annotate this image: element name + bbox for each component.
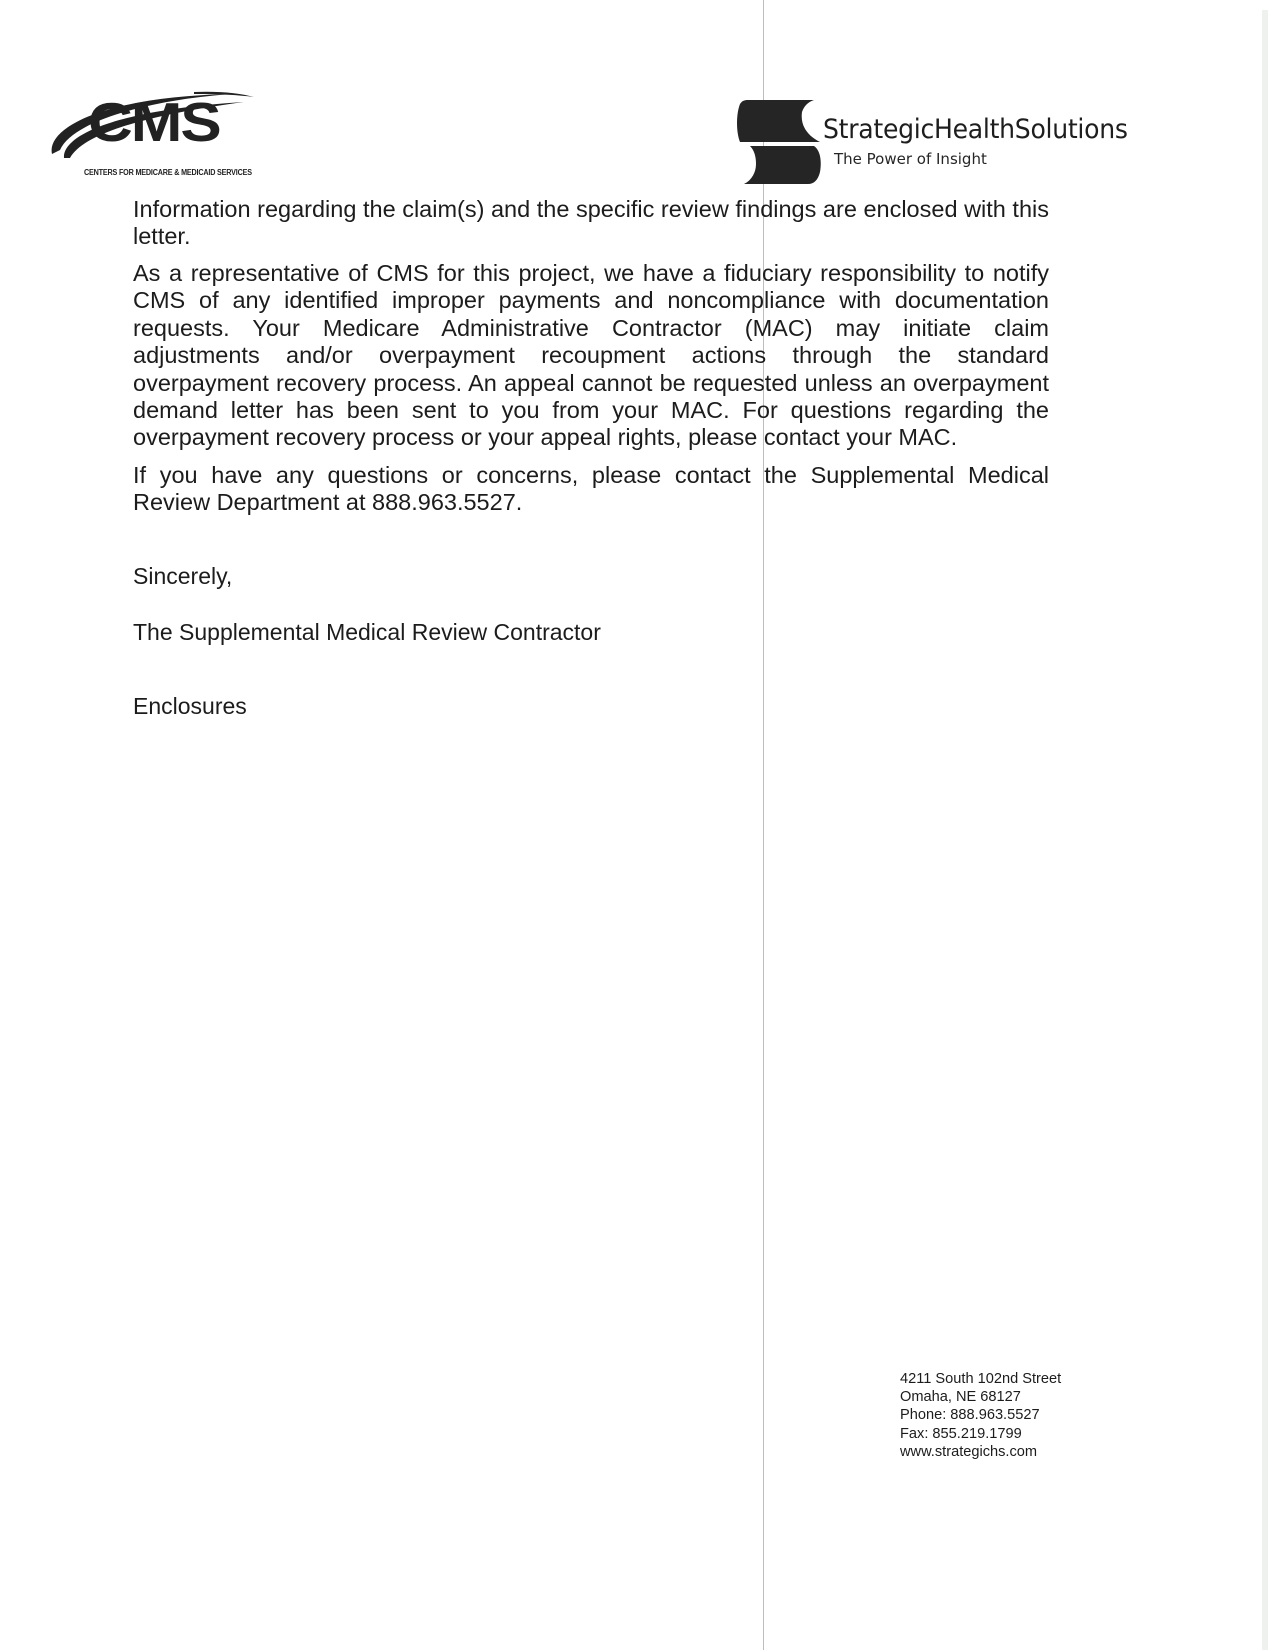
paragraph-text: Information regarding the claim(s) and the specific review findings are enclosed with this letter. [133, 196, 1049, 250]
letter-closing: Sincerely, [133, 563, 233, 589]
footer-address-block [900, 1370, 1061, 1461]
cms-logo [44, 88, 294, 183]
shs-company-name: StrategicHealthSolutions [823, 114, 1128, 145]
letter-paragraph-contact [133, 462, 1049, 517]
cms-wordmark: CMS [88, 92, 220, 154]
address-street: 4211 South 102nd Street [900, 1371, 1062, 1387]
address-website: www.strategichs.com [900, 1443, 1038, 1460]
shs-tagline: The Power of Insight [834, 150, 987, 168]
paragraph-text: As a representative of CMS for this project, we have a fiduciary responsibility to notify CMS of any identified improper payments and noncompliance with documentation requests. Your Medicare Administrative Contractor (MAC) may initiate claim adjustments and/or overpayment recoupment actions through the standard overpayment recovery process. An appeal cannot be requested unless an overpayment demand letter has been sent to you from your MAC. For questions regarding the overpayment recovery process or your appeal rights, please contact your MAC. [133, 260, 1049, 451]
letter-signature: The Supplemental Medical Review Contractor [133, 619, 601, 645]
letter-enclosures: Enclosures [133, 693, 247, 719]
address-city: Omaha, NE 68127 [900, 1389, 1021, 1406]
shs-logo-mark-icon [734, 98, 824, 186]
letter-paragraph-enclosed-info [133, 196, 1049, 251]
address-fax: Fax: 855.219.1799 [900, 1425, 1022, 1442]
scan-page-edge [1262, 10, 1268, 1650]
cms-subtitle: CENTERS FOR MEDICARE & MEDICAID SERVICES [84, 168, 252, 177]
letter-paragraph-fiduciary [133, 260, 1049, 452]
paragraph-text: If you have any questions or concerns, please contact the Supplemental Medical Review Department at 888.963.5527. [133, 462, 1049, 516]
address-phone: Phone: 888.963.5527 [900, 1407, 1040, 1424]
